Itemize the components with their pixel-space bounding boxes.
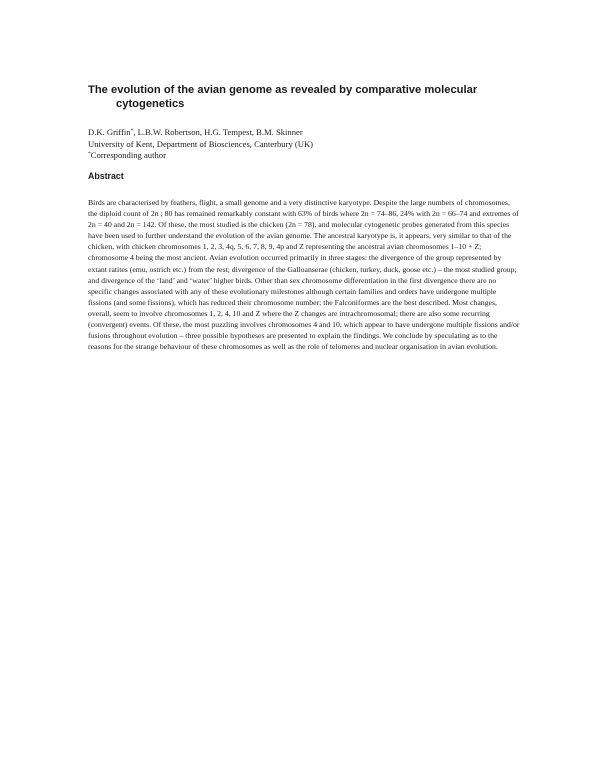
- co-authors: , L.B.W. Robertson, H.G. Tempest, B.M. Skinner: [133, 127, 303, 137]
- author-list: [88, 127, 528, 139]
- corresponding-author-label: Corresponding author: [90, 150, 166, 160]
- abstract-body: Birds are characterised by feathers, flight, a small genome and a very distinctive karyotype. Despite the large numbers of chromosomes, the diploid count of 2n ; 80 has remained remarkably constant with 63% of birds where 2n = 74–86, 24% with 2n = 66–74 and extremes of 2n = 40 and 2n = 142. Of these, the most studied is the chicken (2n = 78), and molecular cytogenetic probes generated from this species have been used to further understand the evolution of the avian genome. The ancestral karyotype is, it appears, very similar to that of the chicken, with chicken chromosomes 1, 2, 3, 4q, 5, 6, 7, 8, 9, 4p and Z representing the ancestral avian chromosomes 1–10 + Z; chromosome 4 being the most ancient. Avian evolution occurred primarily in three stages: the divergence of the group represented by extant ratites (emu, ostrich etc.) from the rest; divergence of the Galloanserae (chicken, turkey, duck, goose etc.) – the most studied group; and divergence of the ‘land’ and ‘water’ higher birds. Other than sex chromosome differentiation in the first divergence there are no specific changes associated with any of these evolutionary milestones although certain families and orders have undergone multiple fissions (and some fissions), which has reduced their chromosome number; the Falconiformes are the best described. Most changes, overall, seem to involve chromosomes 1, 2, 4, 10 and Z where the Z changes are intrachromosomal; there are also some recurring (convergent) events. Of these, the most puzzling involves chromosomes 4 and 10, which appear to have undergone multiple fissions and/or fusions throughout evolution – three possible hypotheses are presented to explain the findings. We conclude by speculating as to the reasons for the strange behaviour of these chromosomes as well as the role of telomeres and nuclear organisation in avian evolution.: [88, 198, 520, 352]
- corresponding-author-note: [88, 150, 528, 162]
- author-block: [88, 127, 528, 162]
- paper-title-line-2: cytogenetics: [116, 98, 185, 110]
- abstract-heading: Abstract: [88, 171, 124, 181]
- affiliation: University of Kent, Department of Biosciences, Canterbury (UK): [88, 138, 314, 149]
- paper-title: [88, 83, 528, 111]
- corresponding-note-marker: *: [88, 151, 91, 157]
- corresponding-marker: *: [130, 128, 134, 134]
- first-author: D.K. Griffin: [88, 127, 131, 137]
- paper-title-line-1: The evolution of the avian genome as revealed by comparative molecular: [88, 84, 478, 96]
